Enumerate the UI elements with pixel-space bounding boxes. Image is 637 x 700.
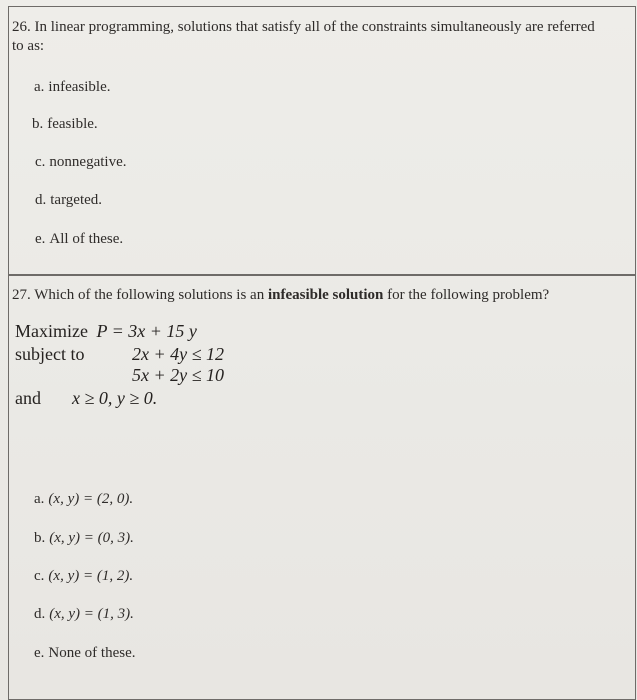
q27-option-c[interactable] bbox=[34, 567, 133, 585]
objective-line bbox=[15, 321, 197, 342]
option-text: feasible. bbox=[47, 116, 98, 132]
q27-option-d[interactable] bbox=[34, 605, 134, 623]
question-27-text bbox=[12, 286, 622, 305]
option-text: (x, y) = (2, 0). bbox=[48, 491, 134, 507]
option-text: None of these. bbox=[48, 645, 136, 661]
question-27-prefix: 27. Which of the following solutions is an bbox=[12, 287, 268, 303]
objective-expression: P = 3x + 15 y bbox=[96, 321, 197, 341]
option-text: infeasible. bbox=[48, 79, 111, 95]
option-letter: d. bbox=[34, 606, 46, 622]
question-26-text: 26. In linear programming, solutions that satisfy all of the constraints simultaneously are referred to as: bbox=[12, 19, 595, 54]
q26-option-d[interactable] bbox=[35, 191, 102, 209]
constraint-1: 2x + 4y ≤ 12 bbox=[132, 344, 225, 364]
objective-label: Maximize bbox=[15, 321, 88, 341]
q27-option-e[interactable] bbox=[34, 644, 135, 662]
option-letter: e. bbox=[34, 645, 45, 661]
constraint-2: 5x + 2y ≤ 10 bbox=[132, 365, 225, 385]
question-27-bold-term: infeasible solution bbox=[267, 287, 384, 303]
question-27-suffix: for the following problem? bbox=[383, 287, 550, 303]
q27-option-a[interactable] bbox=[34, 490, 133, 508]
q26-option-c[interactable] bbox=[35, 153, 126, 171]
option-letter: c. bbox=[34, 568, 45, 584]
q27-option-b[interactable] bbox=[34, 529, 134, 547]
option-letter: c. bbox=[35, 154, 46, 170]
option-text: (x, y) = (1, 3). bbox=[49, 606, 134, 622]
option-letter: a. bbox=[34, 79, 45, 95]
nonnegativity-constraint: x ≥ 0, y ≥ 0. bbox=[72, 388, 158, 408]
option-letter: a. bbox=[34, 491, 45, 507]
option-text: nonnegative. bbox=[49, 154, 127, 170]
option-letter: e. bbox=[35, 231, 46, 247]
option-text: All of these. bbox=[49, 231, 124, 247]
q26-option-b[interactable] bbox=[32, 115, 98, 133]
option-text: targeted. bbox=[50, 192, 103, 208]
option-text: (x, y) = (0, 3). bbox=[49, 530, 134, 546]
option-letter: d. bbox=[35, 192, 47, 208]
and-label: and bbox=[15, 388, 41, 408]
q26-option-a[interactable] bbox=[34, 78, 110, 96]
option-letter: b. bbox=[34, 530, 46, 546]
q26-option-e[interactable] bbox=[35, 230, 123, 248]
option-text: (x, y) = (1, 2). bbox=[48, 568, 134, 584]
subject-to-label: subject to bbox=[15, 344, 85, 364]
option-letter: b. bbox=[32, 116, 44, 132]
